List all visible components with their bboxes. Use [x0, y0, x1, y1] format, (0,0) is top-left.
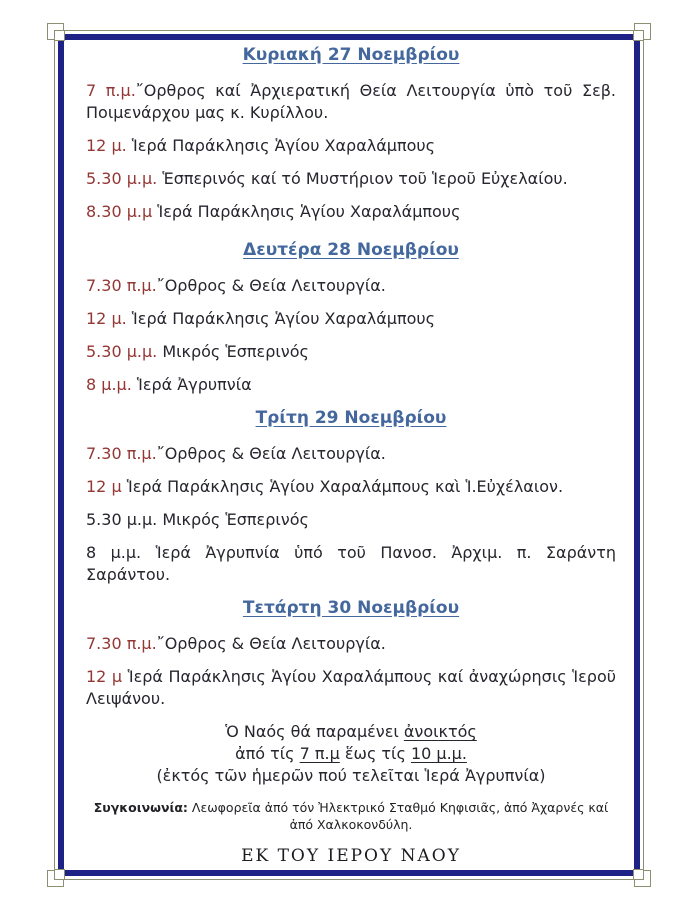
day-heading: Τετάρτη 30 Νοεμβρίου — [242, 598, 460, 618]
day-heading: Τρίτη 29 Νοεμβρίου — [255, 408, 447, 428]
schedule-item — [86, 201, 616, 223]
schedule-item — [86, 476, 616, 498]
service-text: Μικρός Ἑσπερινός — [157, 342, 309, 361]
day-section — [86, 239, 616, 396]
day-items — [86, 275, 616, 396]
transport-label: Συγκοινωνία: — [93, 800, 188, 815]
border-corner-ornament — [633, 869, 644, 880]
time-label: 5.30 μ.μ. — [86, 342, 158, 361]
time-label: 12 μ — [86, 667, 123, 686]
schedule-content — [64, 40, 634, 866]
notice-underlined-text: 7 π.μ — [299, 744, 340, 763]
time-label: 5.30 μ.μ. — [86, 169, 158, 188]
schedule-item — [86, 80, 616, 124]
service-text: Ἱερά Παράκλησις Ἁγίου Χαραλάμπους — [126, 309, 436, 328]
border-corner-ornament — [54, 869, 65, 880]
notice-underlined-text: ἀνοικτός — [403, 722, 477, 741]
day-heading: Δευτέρα 28 Νοεμβρίου — [243, 240, 459, 260]
decorative-border — [58, 34, 640, 876]
schedule-item — [86, 633, 616, 655]
notice-text: (ἐκτός τῶν ἡμερῶν πού τελεῖται Ἱερά Ἀγρυπνία) — [156, 766, 546, 785]
day-section — [86, 407, 616, 586]
notice-text: Ὁ Ναός θά παραμένει — [225, 722, 404, 741]
day-section — [86, 597, 616, 710]
time-label: 7.30 π.μ. — [86, 276, 157, 295]
time-label: 12 μ — [86, 477, 122, 496]
service-text: Ἱερά Παράκλησις Ἁγίου Χαραλάμπους — [152, 202, 461, 221]
day-items — [86, 80, 616, 223]
service-text: ῎Ορθρος καί Ἀρχιερατική Θεία Λειτουργία ὑπὸ τοῦ Σεβ. Ποιμενάρχου μας κ. Κυρίλλου. — [86, 81, 617, 122]
service-text: Μικρός Ἑσπερινός — [157, 510, 309, 529]
schedule-item — [86, 542, 616, 586]
schedule-item — [86, 168, 616, 190]
day-section — [86, 44, 616, 223]
service-text: Ἱερά Ἀγρυπνία ὑπό τοῦ Πανοσ. Ἀρχιμ. π. Σαράντη Σαράντου. — [86, 543, 617, 584]
time-label: 8 μ.μ. — [86, 543, 142, 562]
service-text: Ἱερά Παράκλησις Ἁγίου Χαραλάμπους καὶ Ἱ.Εὐχέλαιον. — [121, 477, 564, 496]
service-text: Ἑσπερινός καί τό Μυστήριον τοῦ Ἱεροῦ Εὐχελαίου. — [157, 169, 568, 188]
time-label: 12 μ. — [86, 136, 127, 155]
service-text: ῎Ορθρος & Θεία Λειτουργία. — [156, 634, 386, 653]
notice-underlined-text: 10 μ.μ. — [410, 744, 467, 763]
signoff: ΕΚ ΤΟΥ ΙΕΡΟΥ ΝΑΟΥ — [241, 846, 461, 866]
transport-info — [86, 799, 616, 833]
schedule-item — [86, 443, 616, 465]
schedule-item — [86, 308, 616, 330]
opening-hours-notice — [86, 721, 616, 787]
service-text: ῎Ορθρος & Θεία Λειτουργία. — [156, 276, 386, 295]
day-items — [86, 443, 616, 586]
notice-line — [86, 743, 616, 765]
notice-line — [86, 765, 616, 787]
schedule-item — [86, 275, 616, 297]
schedule-item — [86, 666, 616, 710]
service-text: Ἱερά Παράκλησις Ἁγίου Χαραλάμπους καί ἀναχώρησις Ἱεροῦ Λειψάνου. — [86, 667, 617, 708]
border-corner-ornament — [633, 30, 644, 41]
schedule-item — [86, 509, 616, 531]
schedule-item — [86, 135, 616, 157]
notice-text: ἀπό τίς — [235, 744, 300, 763]
service-text: ῎Ορθρος & Θεία Λειτουργία. — [156, 444, 386, 463]
schedule-item — [86, 341, 616, 363]
time-label: 8.30 μ.μ — [86, 202, 153, 221]
time-label: 7.30 π.μ. — [86, 444, 157, 463]
transport-text: Λεωφορεῖα ἀπό τόν Ἠλεκτρικό Σταθμό Κηφισιᾶς, ἀπό Ἀχαρνές καί ἀπό Χαλκοκονδύλη. — [187, 800, 609, 832]
day-items — [86, 633, 616, 710]
time-label: 7.30 π.μ. — [86, 634, 157, 653]
time-label: 5.30 μ.μ. — [86, 510, 158, 529]
border-corner-ornament — [54, 30, 65, 41]
notice-text: ἕως τίς — [339, 744, 411, 763]
day-heading: Κυριακή 27 Νοεμβρίου — [242, 45, 460, 65]
notice-line — [86, 721, 616, 743]
service-text: Ἱερά Ἀγρυπνία — [131, 375, 252, 394]
service-text: Ἱερά Παράκλησις Ἁγίου Χαραλάμπους — [126, 136, 436, 155]
time-label: 8 μ.μ. — [86, 375, 132, 394]
time-label: 12 μ. — [86, 309, 127, 328]
schedule-item — [86, 374, 616, 396]
time-label: 7 π.μ. — [86, 81, 136, 100]
